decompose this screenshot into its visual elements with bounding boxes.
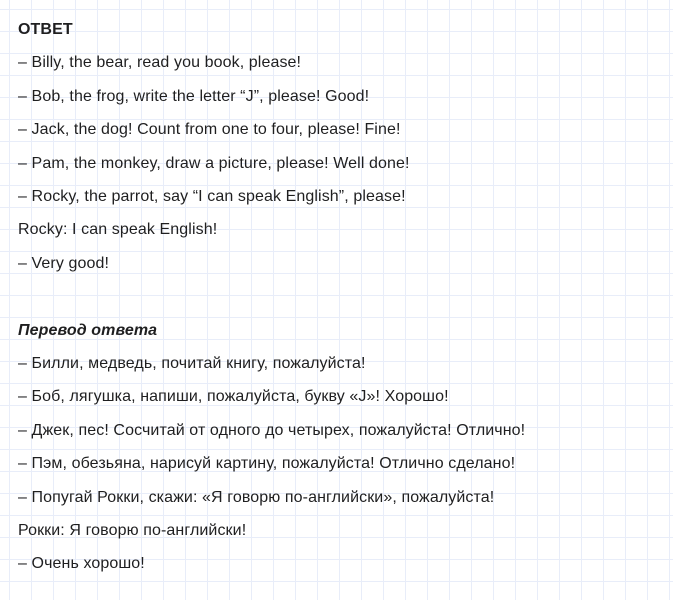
answer-section-title: ОТВЕТ [18,21,73,38]
answer-line: – Billy, the bear, read you book, please! [18,54,302,72]
translation-line: – Билли, медведь, почитай книгу, пожалуйста! [18,355,366,373]
translation-section [18,314,673,581]
answer-line: – Very good! [18,254,110,272]
translation-line: – Джек, пес! Сосчитай от одного до четырех, пожалуйста! Отлично! [18,421,526,439]
answer-section [18,13,673,280]
translation-line: – Очень хорошо! [18,555,145,573]
answer-line: Rocky: I can speak English! [18,221,218,239]
answer-line: – Bob, the frog, write the letter “J”, please! Good! [18,87,370,105]
translation-line: – Попугай Рокки, скажи: «Я говорю по-английски», пожалуйста! [18,488,495,506]
answer-line: – Rocky, the parrot, say “I can speak English”, please! [18,188,406,206]
translation-section-title: Перевод ответа [18,321,158,339]
translation-line: Рокки: Я говорю по-английски! [18,522,247,540]
translation-line: – Пэм, обезьяна, нарисуй картину, пожалуйста! Отлично сделано! [18,455,516,473]
translation-line: – Боб, лягушка, напиши, пожалуйста, букву «J»! Хорошо! [18,388,449,406]
answer-line: – Jack, the dog! Count from one to four, please! Fine! [18,121,401,139]
section-spacer [18,280,673,313]
answer-line: – Pam, the monkey, draw a picture, please! Well done! [18,154,410,172]
